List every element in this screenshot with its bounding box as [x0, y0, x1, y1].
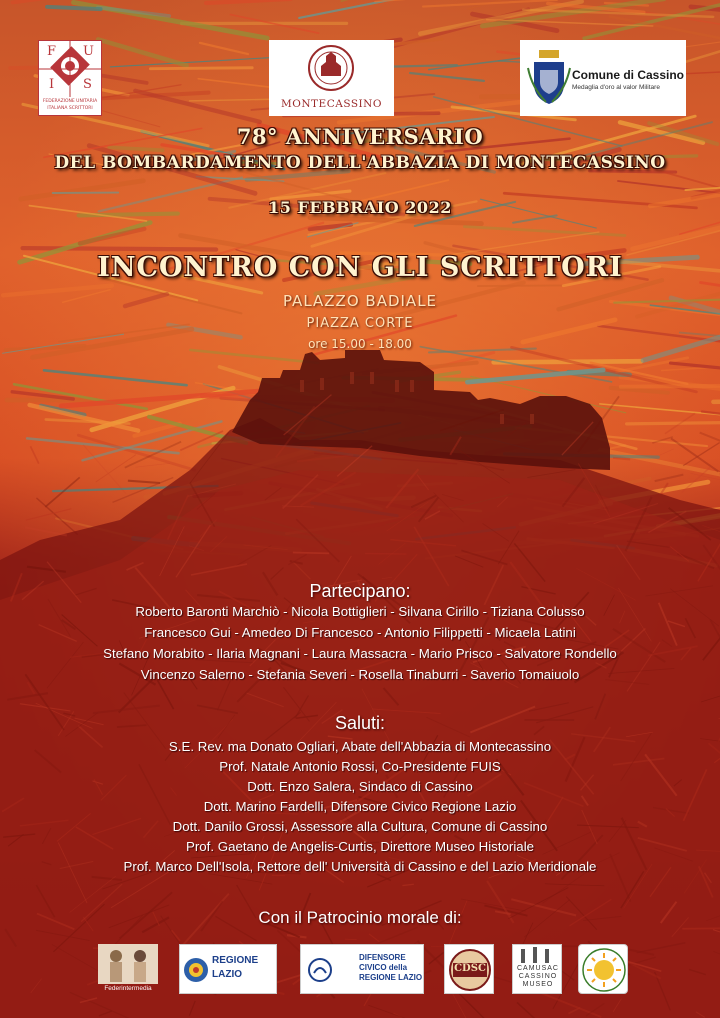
- coat-of-arms-icon: [526, 48, 572, 108]
- fuis-letter-f: F: [47, 44, 57, 59]
- venue-name: PALAZZO BADIALE: [282, 292, 438, 310]
- fuis-logo: [38, 40, 102, 116]
- event-date: 15 FEBBRAIO 2022: [268, 198, 452, 217]
- comune-cassino-logo: [520, 40, 686, 116]
- federintermedia-label: Federintermedia: [104, 985, 152, 992]
- difensore-label-3: REGIONE LAZIO: [359, 973, 423, 982]
- regione-label-2: LAZIO: [212, 969, 242, 980]
- federintermedia-logo: [98, 944, 158, 994]
- fuis-letter-i: I: [49, 77, 55, 92]
- camusac-label-3: MUSEO: [522, 981, 554, 988]
- participants-line: Roberto Baronti Marchiò - Nicola Bottiglieri - Silvana Cirillo - Tiziana Colusso: [135, 604, 585, 619]
- bombing-title: DEL BOMBARDAMENTO DELL'ABBAZIA DI MONTECASSINO: [54, 153, 666, 173]
- regione-lazio-logo: [179, 944, 277, 994]
- camusac-label-2: CASSINO: [518, 973, 558, 980]
- anniversary-title: 78° ANNIVERSARIO: [236, 124, 484, 149]
- event-title: INCONTRO CON GLI SCRITTORI: [97, 252, 623, 283]
- comune-name: Comune di Cassino: [572, 68, 685, 82]
- fuis-caption-2: ITALIANA SCRITTORI: [47, 106, 93, 111]
- fuis-letter-s: S: [83, 77, 92, 92]
- greetings-line: S.E. Rev. ma Donato Ogliari, Abate dell'Abbazia di Montecassino: [168, 739, 552, 754]
- montecassino-logo: [269, 40, 394, 116]
- participants-line: Stefano Morabito - Ilaria Magnani - Laura Massacra - Mario Prisco - Salvatore Rondello: [103, 646, 617, 661]
- regione-label-1: REGIONE: [212, 955, 259, 966]
- greetings-line: Dott. Danilo Grossi, Assessore alla Cultura, Comune di Cassino: [172, 819, 548, 834]
- greetings-line: Prof. Marco Dell'Isola, Rettore dell' Università di Cassino e del Lazio Meridionale: [123, 859, 597, 874]
- venue-square: PIAZZA CORTE: [306, 316, 414, 331]
- montecassino-caption: MONTECASSINO: [281, 98, 382, 110]
- greetings-heading: Saluti:: [334, 713, 386, 733]
- difensore-label-2: CIVICO della: [359, 963, 408, 972]
- participants-line: Vincenzo Salerno - Stefania Severi - Rosella Tinaburri - Saverio Tomaiuolo: [140, 667, 580, 682]
- greetings-line: Dott. Enzo Salera, Sindaco di Cassino: [247, 779, 473, 794]
- camusac-building-icon: [513, 945, 562, 965]
- sun-icon: [579, 945, 628, 994]
- fuis-caption-1: FEDERAZIONE UNITARIA: [42, 99, 98, 104]
- difensore-emblem-icon: [307, 957, 333, 983]
- patronage-heading: Con il Patrocinio morale di:: [258, 908, 462, 927]
- comune-motto: Medaglia d'oro al valor Militare: [572, 84, 660, 91]
- participants-line: Francesco Gui - Amedeo Di Francesco - Antonio Filippetti - Micaela Latini: [144, 625, 576, 640]
- camusac-logo: [512, 944, 562, 994]
- cdsc-logo: [444, 944, 494, 994]
- greetings-line: Prof. Natale Antonio Rossi, Co-Presidente FUIS: [219, 759, 501, 774]
- event-time: ore 15.00 - 18.00: [308, 337, 412, 351]
- cdsc-label: CDSC: [454, 963, 486, 974]
- greetings-line: Dott. Marino Fardelli, Difensore Civico Regione Lazio: [203, 799, 517, 814]
- greetings-line: Prof. Gaetano de Angelis-Curtis, Direttore Museo Historiale: [185, 839, 535, 854]
- camusac-label-1: CAMUSAC: [516, 965, 559, 972]
- difensore-civico-logo: [300, 944, 424, 994]
- fuis-letter-u: U: [83, 44, 94, 59]
- regione-emblem-icon: [183, 957, 209, 983]
- participants-heading: Partecipano:: [309, 581, 411, 601]
- classical-figures-icon: [98, 944, 158, 984]
- difensore-label-1: DIFENSORE: [359, 953, 406, 962]
- sun-association-logo: [578, 944, 628, 994]
